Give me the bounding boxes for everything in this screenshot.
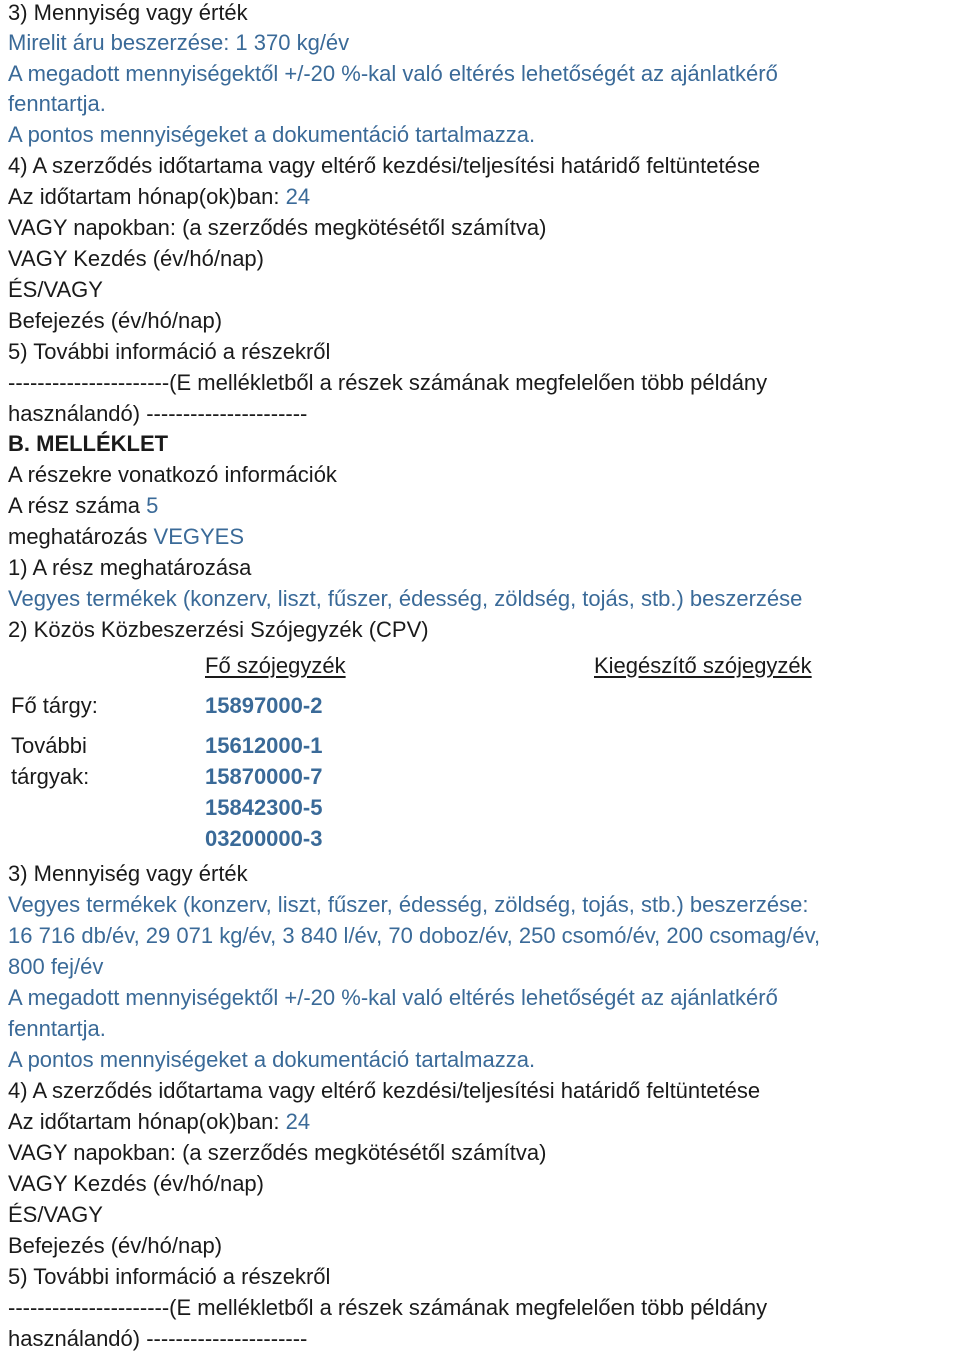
part-definition-heading: 1) A rész meghatározása bbox=[8, 555, 252, 580]
annex-quantity-text-line-2: 16 716 db/év, 29 071 kg/év, 3 840 l/év, 70 doboz/év, 250 csomó/év, 200 csomag/év, bbox=[8, 923, 821, 948]
definition bbox=[8, 524, 244, 550]
definition-value: VEGYES bbox=[153, 524, 245, 549]
main-object-code: 15897000-2 bbox=[205, 693, 323, 718]
duration-heading: 4) A szerződés időtartama vagy eltérő kezdési/teljesítési határidő feltüntetése bbox=[8, 153, 761, 178]
annex-further-info-heading: 5) További információ a részekről bbox=[8, 1264, 331, 1289]
further-objects-label-2: tárgyak: bbox=[11, 764, 90, 789]
further-object-code: 15842300-5 bbox=[205, 795, 323, 820]
annex-duration-months bbox=[8, 1109, 310, 1135]
separator-line-2: használandó) ---------------------- bbox=[8, 401, 308, 426]
main-object-label: Fő tárgy: bbox=[11, 693, 98, 718]
annex-title: B. MELLÉKLET bbox=[8, 431, 169, 456]
annex-documentation-note: A pontos mennyiségeket a dokumentáció tartalmazza. bbox=[8, 1047, 536, 1072]
further-objects-label-1: További bbox=[11, 733, 87, 758]
annex-quantity-text-line-1: Vegyes termékek (konzerv, liszt, fűszer, édesség, zöldség, tojás, stb.) beszerzése: bbox=[8, 892, 809, 917]
further-object-code: 15870000-7 bbox=[205, 764, 323, 789]
annex-quantity-text-line-3: 800 fej/év bbox=[8, 954, 104, 979]
start-date-label: VAGY Kezdés (év/hó/nap) bbox=[8, 246, 264, 271]
part-number bbox=[8, 493, 158, 519]
annex-quantity-heading: 3) Mennyiség vagy érték bbox=[8, 861, 248, 886]
months-value: 24 bbox=[285, 184, 311, 209]
deviation-text-line-1: A megadott mennyiségektől +/-20 %-kal való eltérés lehetőségét az ajánlatkérő bbox=[8, 61, 778, 86]
duration-months bbox=[8, 184, 310, 210]
annex-duration-heading: 4) A szerződés időtartama vagy eltérő kezdési/teljesítési határidő feltüntetése bbox=[8, 1078, 761, 1103]
annex-subtitle: A részekre vonatkozó információk bbox=[8, 462, 337, 487]
annex-months-value: 24 bbox=[285, 1109, 311, 1134]
annex-separator-line-1: ----------------------(E mellékletből a részek számának megfelelően több példány bbox=[8, 1295, 768, 1320]
part-number-label: A rész száma bbox=[8, 493, 141, 518]
end-date-label: Befejezés (év/hó/nap) bbox=[8, 308, 223, 333]
cpv-heading: 2) Közös Közbeszerzési Szójegyzék (CPV) bbox=[8, 617, 429, 642]
part-number-value: 5 bbox=[146, 493, 159, 518]
definition-label: meghatározás bbox=[8, 524, 148, 549]
annex-end-date-label: Befejezés (év/hó/nap) bbox=[8, 1233, 223, 1258]
annex-deviation-line-2: fenntartja. bbox=[8, 1016, 106, 1041]
further-object-code: 15612000-1 bbox=[205, 733, 323, 758]
separator-line-1: ----------------------(E mellékletből a részek számának megfelelően több példány bbox=[8, 370, 768, 395]
further-info-heading: 5) További információ a részekről bbox=[8, 339, 331, 364]
annex-and-or-label: ÉS/VAGY bbox=[8, 1202, 103, 1227]
and-or-label: ÉS/VAGY bbox=[8, 277, 103, 302]
months-label: Az időtartam hónap(ok)ban: bbox=[8, 184, 280, 209]
part-definition-text: Vegyes termékek (konzerv, liszt, fűszer, édesség, zöldség, tojás, stb.) beszerzése bbox=[8, 586, 803, 611]
quantity-text: Mirelit áru beszerzése: 1 370 kg/év bbox=[8, 30, 350, 55]
duration-days-label: VAGY napokban: (a szerződés megkötésétől számítva) bbox=[8, 215, 547, 240]
annex-separator-line-2: használandó) ---------------------- bbox=[8, 1326, 308, 1351]
documentation-note: A pontos mennyiségeket a dokumentáció tartalmazza. bbox=[8, 122, 536, 147]
deviation-text-line-2: fenntartja. bbox=[8, 91, 106, 116]
quantity-heading: 3) Mennyiség vagy érték bbox=[8, 0, 248, 25]
annex-start-date-label: VAGY Kezdés (év/hó/nap) bbox=[8, 1171, 264, 1196]
annex-duration-days-label: VAGY napokban: (a szerződés megkötésétől számítva) bbox=[8, 1140, 547, 1165]
annex-deviation-line-1: A megadott mennyiségektől +/-20 %-kal való eltérés lehetőségét az ajánlatkérő bbox=[8, 985, 778, 1010]
cpv-supplementary-column-header: Kiegészítő szójegyzék bbox=[594, 653, 812, 678]
further-object-code: 03200000-3 bbox=[205, 826, 323, 851]
cpv-main-column-header: Fő szójegyzék bbox=[205, 653, 346, 678]
annex-months-label: Az időtartam hónap(ok)ban: bbox=[8, 1109, 280, 1134]
